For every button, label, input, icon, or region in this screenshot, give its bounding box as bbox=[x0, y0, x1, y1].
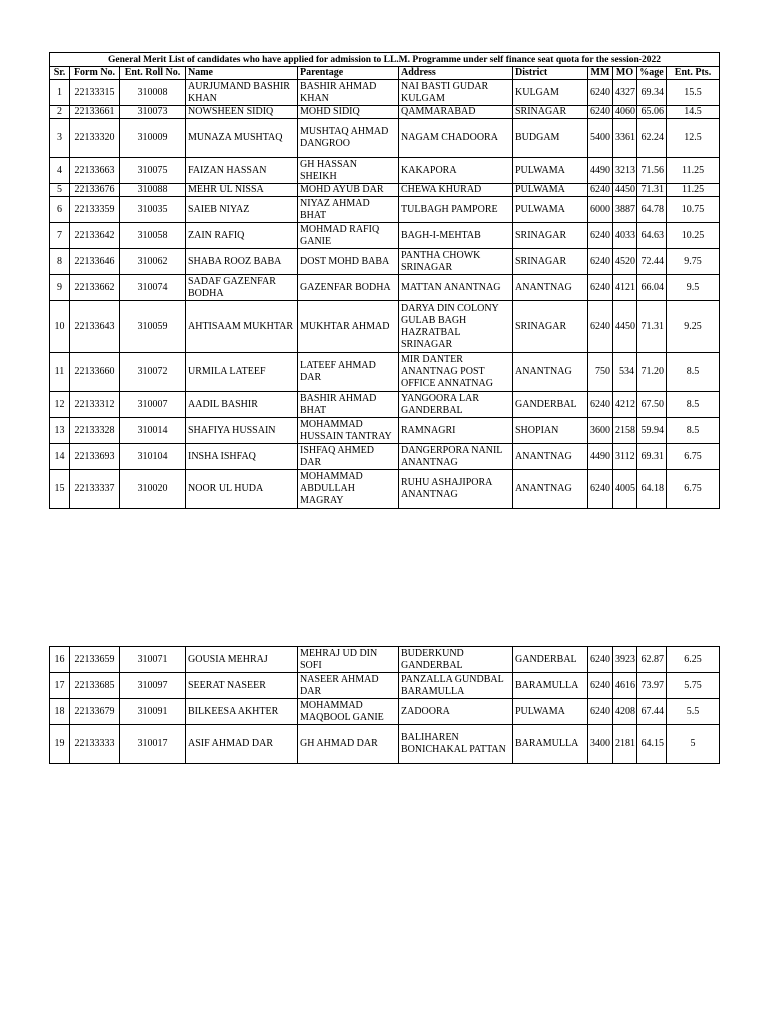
cell-district: PULWAMA bbox=[513, 184, 588, 197]
table-row bbox=[50, 725, 720, 764]
cell-form-no: 22133328 bbox=[70, 418, 120, 444]
cell-percentage: 64.78 bbox=[637, 197, 667, 223]
cell-form-no: 22133320 bbox=[70, 119, 120, 158]
cell-ent-roll-no: 310020 bbox=[120, 470, 186, 509]
cell-form-no: 22133685 bbox=[70, 673, 120, 699]
cell-mo: 4033 bbox=[613, 223, 637, 249]
cell-address: MATTAN ANANTNAG bbox=[399, 275, 513, 301]
table-body bbox=[50, 80, 720, 509]
cell-sr: 8 bbox=[50, 249, 70, 275]
cell-mo: 4212 bbox=[613, 392, 637, 418]
header-percentage: %age bbox=[637, 67, 667, 80]
cell-mm: 6240 bbox=[588, 80, 613, 106]
cell-mm: 4490 bbox=[588, 444, 613, 470]
cell-mm: 4490 bbox=[588, 158, 613, 184]
table-row bbox=[50, 223, 720, 249]
cell-percentage: 66.04 bbox=[637, 275, 667, 301]
cell-address: NAI BASTI GUDAR KULGAM bbox=[399, 80, 513, 106]
header-name: Name bbox=[186, 67, 298, 80]
cell-mm: 6240 bbox=[588, 275, 613, 301]
cell-form-no: 22133315 bbox=[70, 80, 120, 106]
cell-district: SRINAGAR bbox=[513, 249, 588, 275]
cell-sr: 16 bbox=[50, 647, 70, 673]
cell-district: BUDGAM bbox=[513, 119, 588, 158]
cell-address: RUHU ASHAJIPORA ANANTNAG bbox=[399, 470, 513, 509]
cell-district: BARAMULLA bbox=[513, 725, 588, 764]
cell-address: KAKAPORA bbox=[399, 158, 513, 184]
cell-percentage: 64.63 bbox=[637, 223, 667, 249]
cell-ent-roll-no: 310104 bbox=[120, 444, 186, 470]
cell-address: RAMNAGRI bbox=[399, 418, 513, 444]
cell-name: SADAF GAZENFAR BODHA bbox=[186, 275, 298, 301]
cell-form-no: 22133663 bbox=[70, 158, 120, 184]
cell-percentage: 59.94 bbox=[637, 418, 667, 444]
cell-parentage: NASEER AHMAD DAR bbox=[298, 673, 399, 699]
cell-name: SHABA ROOZ BABA bbox=[186, 249, 298, 275]
cell-mm: 3400 bbox=[588, 725, 613, 764]
cell-ent-pts: 11.25 bbox=[667, 184, 720, 197]
cell-percentage: 64.15 bbox=[637, 725, 667, 764]
cell-mo: 3923 bbox=[613, 647, 637, 673]
cell-name: NOWSHEEN SIDIQ bbox=[186, 106, 298, 119]
cell-mo: 4121 bbox=[613, 275, 637, 301]
cell-sr: 3 bbox=[50, 119, 70, 158]
cell-parentage: GH AHMAD DAR bbox=[298, 725, 399, 764]
cell-ent-pts: 5.5 bbox=[667, 699, 720, 725]
cell-parentage: MOHAMMAD MAQBOOL GANIE bbox=[298, 699, 399, 725]
cell-name: BILKEESA AKHTER bbox=[186, 699, 298, 725]
cell-mo: 4327 bbox=[613, 80, 637, 106]
cell-sr: 15 bbox=[50, 470, 70, 509]
table-row bbox=[50, 197, 720, 223]
cell-name: AHTISAAM MUKHTAR bbox=[186, 301, 298, 353]
header-parentage: Parentage bbox=[298, 67, 399, 80]
table-row bbox=[50, 119, 720, 158]
cell-district: SRINAGAR bbox=[513, 301, 588, 353]
cell-name: GOUSIA MEHRAJ bbox=[186, 647, 298, 673]
cell-percentage: 62.24 bbox=[637, 119, 667, 158]
cell-address: PANTHA CHOWK SRINAGAR bbox=[399, 249, 513, 275]
cell-name: ASIF AHMAD DAR bbox=[186, 725, 298, 764]
cell-district: SRINAGAR bbox=[513, 106, 588, 119]
header-ent-pts: Ent. Pts. bbox=[667, 67, 720, 80]
cell-sr: 5 bbox=[50, 184, 70, 197]
cell-address: NAGAM CHADOORA bbox=[399, 119, 513, 158]
cell-sr: 11 bbox=[50, 353, 70, 392]
cell-parentage: MUSHTAQ AHMAD DANGROO bbox=[298, 119, 399, 158]
cell-mm: 3600 bbox=[588, 418, 613, 444]
cell-mo: 4208 bbox=[613, 699, 637, 725]
cell-district: PULWAMA bbox=[513, 699, 588, 725]
cell-sr: 2 bbox=[50, 106, 70, 119]
cell-percentage: 67.44 bbox=[637, 699, 667, 725]
cell-mo: 3112 bbox=[613, 444, 637, 470]
cell-parentage: MOHAMMAD HUSSAIN TANTRAY bbox=[298, 418, 399, 444]
cell-district: PULWAMA bbox=[513, 158, 588, 184]
cell-district: BARAMULLA bbox=[513, 673, 588, 699]
cell-address: MIR DANTER ANANTNAG POST OFFICE ANNATNAG bbox=[399, 353, 513, 392]
table-row bbox=[50, 444, 720, 470]
cell-ent-pts: 5 bbox=[667, 725, 720, 764]
cell-parentage: BASHIR AHMAD BHAT bbox=[298, 392, 399, 418]
cell-ent-pts: 9.25 bbox=[667, 301, 720, 353]
cell-mo: 4520 bbox=[613, 249, 637, 275]
cell-name: FAIZAN HASSAN bbox=[186, 158, 298, 184]
cell-ent-roll-no: 310074 bbox=[120, 275, 186, 301]
cell-name: URMILA LATEEF bbox=[186, 353, 298, 392]
cell-ent-pts: 11.25 bbox=[667, 158, 720, 184]
cell-percentage: 69.31 bbox=[637, 444, 667, 470]
cell-district: ANANTNAG bbox=[513, 275, 588, 301]
cell-address: DANGERPORA NANIL ANANTNAG bbox=[399, 444, 513, 470]
table-row bbox=[50, 80, 720, 106]
cell-form-no: 22133312 bbox=[70, 392, 120, 418]
cell-mm: 6240 bbox=[588, 184, 613, 197]
cell-form-no: 22133642 bbox=[70, 223, 120, 249]
cell-parentage: DOST MOHD BABA bbox=[298, 249, 399, 275]
cell-district: ANANTNAG bbox=[513, 470, 588, 509]
cell-mo: 534 bbox=[613, 353, 637, 392]
header-row bbox=[50, 67, 720, 80]
cell-mm: 6240 bbox=[588, 106, 613, 119]
cell-mo: 4450 bbox=[613, 184, 637, 197]
cell-parentage: MEHRAJ UD DIN SOFI bbox=[298, 647, 399, 673]
header-district: District bbox=[513, 67, 588, 80]
cell-ent-roll-no: 310007 bbox=[120, 392, 186, 418]
cell-mm: 6000 bbox=[588, 197, 613, 223]
cell-ent-roll-no: 310059 bbox=[120, 301, 186, 353]
table-row bbox=[50, 699, 720, 725]
cell-form-no: 22133661 bbox=[70, 106, 120, 119]
cell-percentage: 64.18 bbox=[637, 470, 667, 509]
merit-list-table-continued bbox=[49, 646, 720, 764]
cell-mo: 3213 bbox=[613, 158, 637, 184]
cell-parentage: MOHMAD RAFIQ GANIE bbox=[298, 223, 399, 249]
cell-mm: 5400 bbox=[588, 119, 613, 158]
cell-mo: 3887 bbox=[613, 197, 637, 223]
cell-form-no: 22133646 bbox=[70, 249, 120, 275]
table-row bbox=[50, 249, 720, 275]
cell-ent-roll-no: 310008 bbox=[120, 80, 186, 106]
cell-ent-pts: 12.5 bbox=[667, 119, 720, 158]
cell-sr: 7 bbox=[50, 223, 70, 249]
cell-sr: 17 bbox=[50, 673, 70, 699]
cell-district: PULWAMA bbox=[513, 197, 588, 223]
cell-mm: 6240 bbox=[588, 647, 613, 673]
header-form-no: Form No. bbox=[70, 67, 120, 80]
cell-percentage: 65.06 bbox=[637, 106, 667, 119]
cell-sr: 1 bbox=[50, 80, 70, 106]
cell-parentage: MOHAMMAD ABDULLAH MAGRAY bbox=[298, 470, 399, 509]
cell-address: CHEWA KHURAD bbox=[399, 184, 513, 197]
cell-name: NOOR UL HUDA bbox=[186, 470, 298, 509]
cell-ent-roll-no: 310088 bbox=[120, 184, 186, 197]
cell-mm: 750 bbox=[588, 353, 613, 392]
cell-ent-pts: 8.5 bbox=[667, 392, 720, 418]
table-row bbox=[50, 470, 720, 509]
header-address: Address bbox=[399, 67, 513, 80]
cell-sr: 14 bbox=[50, 444, 70, 470]
cell-mm: 6240 bbox=[588, 301, 613, 353]
header-mo: MO bbox=[613, 67, 637, 80]
cell-percentage: 62.87 bbox=[637, 647, 667, 673]
cell-address: BUDERKUND GANDERBAL bbox=[399, 647, 513, 673]
cell-parentage: LATEEF AHMAD DAR bbox=[298, 353, 399, 392]
table-row bbox=[50, 353, 720, 392]
table-row bbox=[50, 647, 720, 673]
cell-district: SRINAGAR bbox=[513, 223, 588, 249]
cell-sr: 6 bbox=[50, 197, 70, 223]
cell-sr: 10 bbox=[50, 301, 70, 353]
cell-sr: 19 bbox=[50, 725, 70, 764]
cell-percentage: 67.50 bbox=[637, 392, 667, 418]
cell-name: SAIEB NIYAZ bbox=[186, 197, 298, 223]
cell-sr: 9 bbox=[50, 275, 70, 301]
cell-parentage: MOHD SIDIQ bbox=[298, 106, 399, 119]
cell-ent-pts: 8.5 bbox=[667, 418, 720, 444]
cell-mm: 6240 bbox=[588, 699, 613, 725]
cell-form-no: 22133333 bbox=[70, 725, 120, 764]
cell-sr: 18 bbox=[50, 699, 70, 725]
cell-district: ANANTNAG bbox=[513, 353, 588, 392]
cell-ent-pts: 5.75 bbox=[667, 673, 720, 699]
cell-form-no: 22133659 bbox=[70, 647, 120, 673]
cell-parentage: GH HASSAN SHEIKH bbox=[298, 158, 399, 184]
cell-sr: 4 bbox=[50, 158, 70, 184]
cell-district: GANDERBAL bbox=[513, 647, 588, 673]
cell-form-no: 22133693 bbox=[70, 444, 120, 470]
cell-name: ZAIN RAFIQ bbox=[186, 223, 298, 249]
table-row bbox=[50, 392, 720, 418]
cell-ent-roll-no: 310073 bbox=[120, 106, 186, 119]
cell-address: DARYA DIN COLONY GULAB BAGH HAZRATBAL SRINAGAR bbox=[399, 301, 513, 353]
cell-ent-roll-no: 310075 bbox=[120, 158, 186, 184]
table-row bbox=[50, 184, 720, 197]
cell-name: SEERAT NASEER bbox=[186, 673, 298, 699]
cell-ent-roll-no: 310058 bbox=[120, 223, 186, 249]
cell-address: ZADOORA bbox=[399, 699, 513, 725]
cell-ent-pts: 8.5 bbox=[667, 353, 720, 392]
cell-name: MEHR UL NISSA bbox=[186, 184, 298, 197]
table-row bbox=[50, 275, 720, 301]
cell-percentage: 69.34 bbox=[637, 80, 667, 106]
cell-mm: 6240 bbox=[588, 249, 613, 275]
cell-ent-roll-no: 310014 bbox=[120, 418, 186, 444]
cell-mm: 6240 bbox=[588, 470, 613, 509]
cell-ent-roll-no: 310097 bbox=[120, 673, 186, 699]
cell-mm: 6240 bbox=[588, 392, 613, 418]
cell-ent-pts: 6.25 bbox=[667, 647, 720, 673]
cell-district: SHOPIAN bbox=[513, 418, 588, 444]
cell-form-no: 22133359 bbox=[70, 197, 120, 223]
cell-ent-pts: 6.75 bbox=[667, 470, 720, 509]
merit-list-table bbox=[49, 52, 720, 509]
cell-mm: 6240 bbox=[588, 223, 613, 249]
cell-percentage: 73.97 bbox=[637, 673, 667, 699]
table-row bbox=[50, 106, 720, 119]
cell-form-no: 22133643 bbox=[70, 301, 120, 353]
cell-percentage: 71.56 bbox=[637, 158, 667, 184]
cell-parentage: ISHFAQ AHMED DAR bbox=[298, 444, 399, 470]
cell-percentage: 71.31 bbox=[637, 184, 667, 197]
table-row bbox=[50, 673, 720, 699]
cell-mo: 3361 bbox=[613, 119, 637, 158]
cell-ent-roll-no: 310072 bbox=[120, 353, 186, 392]
cell-mo: 4616 bbox=[613, 673, 637, 699]
cell-form-no: 22133660 bbox=[70, 353, 120, 392]
cell-form-no: 22133676 bbox=[70, 184, 120, 197]
cell-ent-roll-no: 310009 bbox=[120, 119, 186, 158]
cell-mo: 4005 bbox=[613, 470, 637, 509]
cell-percentage: 71.31 bbox=[637, 301, 667, 353]
table-body-continued bbox=[50, 647, 720, 764]
cell-name: AADIL BASHIR bbox=[186, 392, 298, 418]
cell-parentage: BASHIR AHMAD KHAN bbox=[298, 80, 399, 106]
cell-name: INSHA ISHFAQ bbox=[186, 444, 298, 470]
cell-address: QAMMARABAD bbox=[399, 106, 513, 119]
cell-name: AURJUMAND BASHIR KHAN bbox=[186, 80, 298, 106]
cell-address: BAGH-I-MEHTAB bbox=[399, 223, 513, 249]
cell-ent-roll-no: 310017 bbox=[120, 725, 186, 764]
cell-name: MUNAZA MUSHTAQ bbox=[186, 119, 298, 158]
cell-ent-roll-no: 310062 bbox=[120, 249, 186, 275]
cell-address: PANZALLA GUNDBAL BARAMULLA bbox=[399, 673, 513, 699]
cell-mo: 2158 bbox=[613, 418, 637, 444]
header-sr: Sr. bbox=[50, 67, 70, 80]
header-mm: MM bbox=[588, 67, 613, 80]
cell-mo: 4060 bbox=[613, 106, 637, 119]
document-title: General Merit List of candidates who have applied for admission to LL.M. Programme under self finance seat quota for the session-2022 bbox=[50, 53, 720, 67]
cell-mo: 4450 bbox=[613, 301, 637, 353]
cell-district: ANANTNAG bbox=[513, 444, 588, 470]
cell-parentage: NIYAZ AHMAD BHAT bbox=[298, 197, 399, 223]
cell-sr: 13 bbox=[50, 418, 70, 444]
cell-district: KULGAM bbox=[513, 80, 588, 106]
cell-ent-pts: 9.75 bbox=[667, 249, 720, 275]
header-ent-roll-no: Ent. Roll No. bbox=[120, 67, 186, 80]
cell-address: BALIHAREN BONICHAKAL PATTAN bbox=[399, 725, 513, 764]
cell-district: GANDERBAL bbox=[513, 392, 588, 418]
cell-form-no: 22133679 bbox=[70, 699, 120, 725]
cell-ent-pts: 9.5 bbox=[667, 275, 720, 301]
cell-ent-pts: 10.75 bbox=[667, 197, 720, 223]
cell-mo: 2181 bbox=[613, 725, 637, 764]
cell-parentage: MOHD AYUB DAR bbox=[298, 184, 399, 197]
cell-form-no: 22133337 bbox=[70, 470, 120, 509]
cell-address: YANGOORA LAR GANDERBAL bbox=[399, 392, 513, 418]
cell-sr: 12 bbox=[50, 392, 70, 418]
cell-percentage: 72.44 bbox=[637, 249, 667, 275]
cell-address: TULBAGH PAMPORE bbox=[399, 197, 513, 223]
cell-ent-roll-no: 310071 bbox=[120, 647, 186, 673]
cell-parentage: GAZENFAR BODHA bbox=[298, 275, 399, 301]
cell-ent-pts: 10.25 bbox=[667, 223, 720, 249]
table-row bbox=[50, 418, 720, 444]
table-row bbox=[50, 301, 720, 353]
cell-ent-roll-no: 310091 bbox=[120, 699, 186, 725]
cell-name: SHAFIYA HUSSAIN bbox=[186, 418, 298, 444]
cell-form-no: 22133662 bbox=[70, 275, 120, 301]
cell-ent-pts: 15.5 bbox=[667, 80, 720, 106]
cell-ent-pts: 6.75 bbox=[667, 444, 720, 470]
cell-mm: 6240 bbox=[588, 673, 613, 699]
cell-percentage: 71.20 bbox=[637, 353, 667, 392]
cell-ent-roll-no: 310035 bbox=[120, 197, 186, 223]
cell-parentage: MUKHTAR AHMAD bbox=[298, 301, 399, 353]
cell-ent-pts: 14.5 bbox=[667, 106, 720, 119]
table-row bbox=[50, 158, 720, 184]
